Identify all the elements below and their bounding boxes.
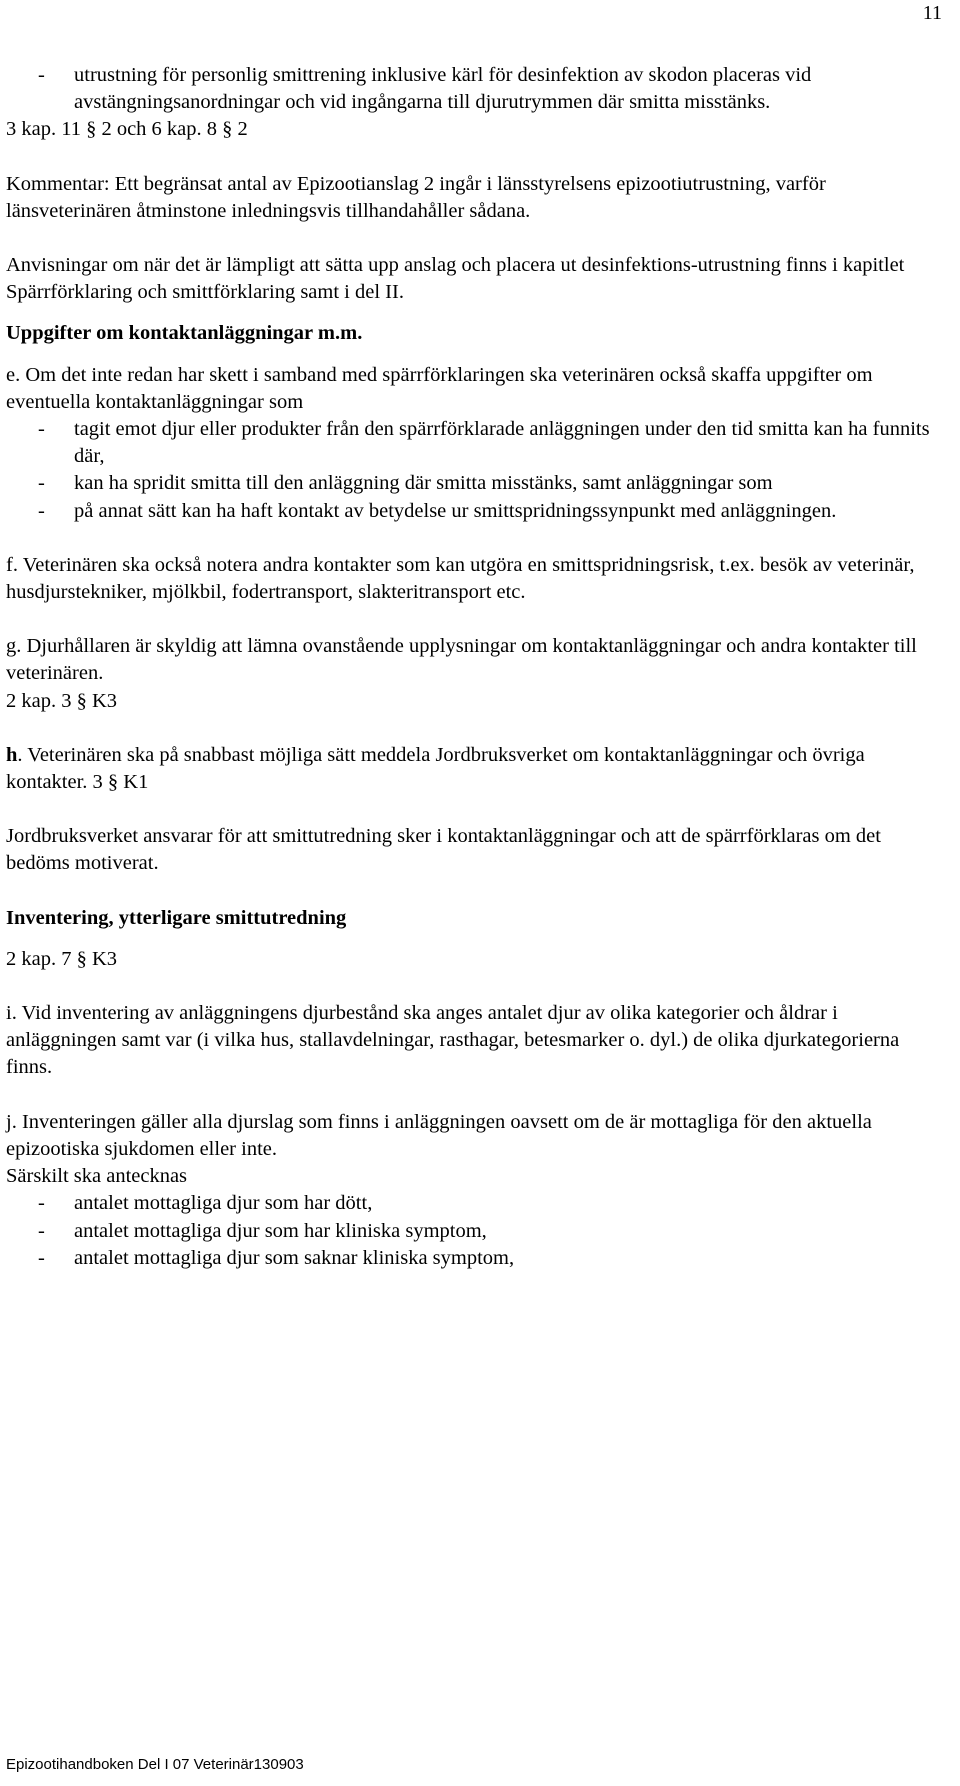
page-number: 11 — [922, 2, 942, 24]
jordbruksverket-paragraph: Jordbruksverket ansvarar för att smittutredning sker i kontaktanläggningar och att de spärrförklaras om det bedöms motiverat. — [6, 825, 881, 875]
list-dash: - — [38, 499, 45, 522]
paragraph-letter: h — [6, 743, 18, 766]
anvisningar-paragraph: Anvisningar om när det är lämpligt att sätta upp anslag och placera ut desinfektions-utrustning finns i kapitlet Spärrförklaring och smittförklaring samt i del II. — [6, 254, 905, 304]
list-dash: - — [38, 1192, 45, 1215]
list-item: - utrustning för personlig smittrening inklusive kärl för desinfektion av skodon placeras vid avstängningsanordningar och vid ingångarna till djurutrymmen där smitta misstänks. — [38, 64, 812, 114]
paragraph-f: f. Veterinären ska också notera andra kontakter som kan utgöra en smittspridningsrisk, t.ex. besök av veterinär, husdjurstekniker, mjölkbil, fodertransport, slakteritransport etc. — [6, 553, 915, 604]
sarskilt-label: Särskilt ska antecknas — [6, 1165, 188, 1188]
list-item: - kan ha spridit smitta till den anläggning där smitta misstänks, samt anläggningar som — [6, 470, 936, 497]
kommentar-paragraph: Kommentar: Ett begränsat antal av Epizootianslag 2 ingår i länsstyrelsens epizootiutrustning, varför länsveterinären åtminstone inledningsvis tillhandahåller sådana. — [6, 172, 826, 222]
section-heading: Uppgifter om kontaktanläggningar m.m. — [6, 322, 363, 345]
paragraph-j: j. Inventeringen gäller alla djurslag som finns i anläggningen oavsett om de är mottagliga för den aktuella epizootiska sjukdomen eller inte. — [6, 1110, 872, 1160]
page-footer: Epizootihandboken Del I 07 Veterinär130903 — [6, 1756, 304, 1773]
page-content — [6, 62, 936, 1272]
list-dash: - — [38, 1246, 45, 1269]
list-item: - antalet mottagliga djur som har kliniska symptom, — [6, 1218, 936, 1245]
e-list — [6, 416, 936, 525]
paragraph-g: g. Djurhållaren är skyldig att lämna ovanstående upplysningar om kontaktanläggningar och andra kontakter till veterinären. — [6, 635, 917, 685]
list-dash: - — [38, 472, 45, 495]
section-heading: Inventering, ytterligare smittutredning — [6, 906, 347, 929]
list-dash: - — [38, 1219, 45, 1242]
paragraph-e: e. Om det inte redan har skett i samband med spärrförklaringen ska veterinären också skaffa uppgifter om eventuella kontaktanläggningar som — [6, 363, 873, 413]
legal-reference: 2 kap. 7 § K3 — [6, 947, 118, 970]
j-list — [6, 1190, 936, 1272]
list-dash: - — [38, 418, 45, 441]
list-item: - på annat sätt kan ha haft kontakt av betydelse ur smittspridningssynpunkt med anläggningen. — [6, 498, 936, 525]
list-dash: - — [38, 64, 45, 86]
legal-reference: 2 kap. 3 § K3 — [6, 689, 118, 712]
legal-reference: 3 kap. 11 § 2 och 6 kap. 8 § 2 — [6, 118, 248, 141]
paragraph-i: i. Vid inventering av anläggningens djurbestånd ska anges antalet djur av olika kategorier och åldrar i anläggningen samt var (i vilka hus, stallavdelningar, rasthagar, betesmarker o. dyl.) de olika djurkategorierna finns. — [6, 1002, 900, 1079]
list-item: - antalet mottagliga djur som saknar kliniska symptom, — [6, 1245, 936, 1272]
paragraph-h: h. Veterinären ska på snabbast möjliga sätt meddela Jordbruksverket om kontaktanläggningar och övriga kontakter. 3 § K1 — [6, 743, 865, 794]
top-list — [6, 62, 936, 116]
list-item: - antalet mottagliga djur som har dött, — [6, 1190, 936, 1217]
list-item: - tagit emot djur eller produkter från den spärrförklarade anläggningen under den tid smitta kan ha funnits där, — [38, 418, 930, 468]
